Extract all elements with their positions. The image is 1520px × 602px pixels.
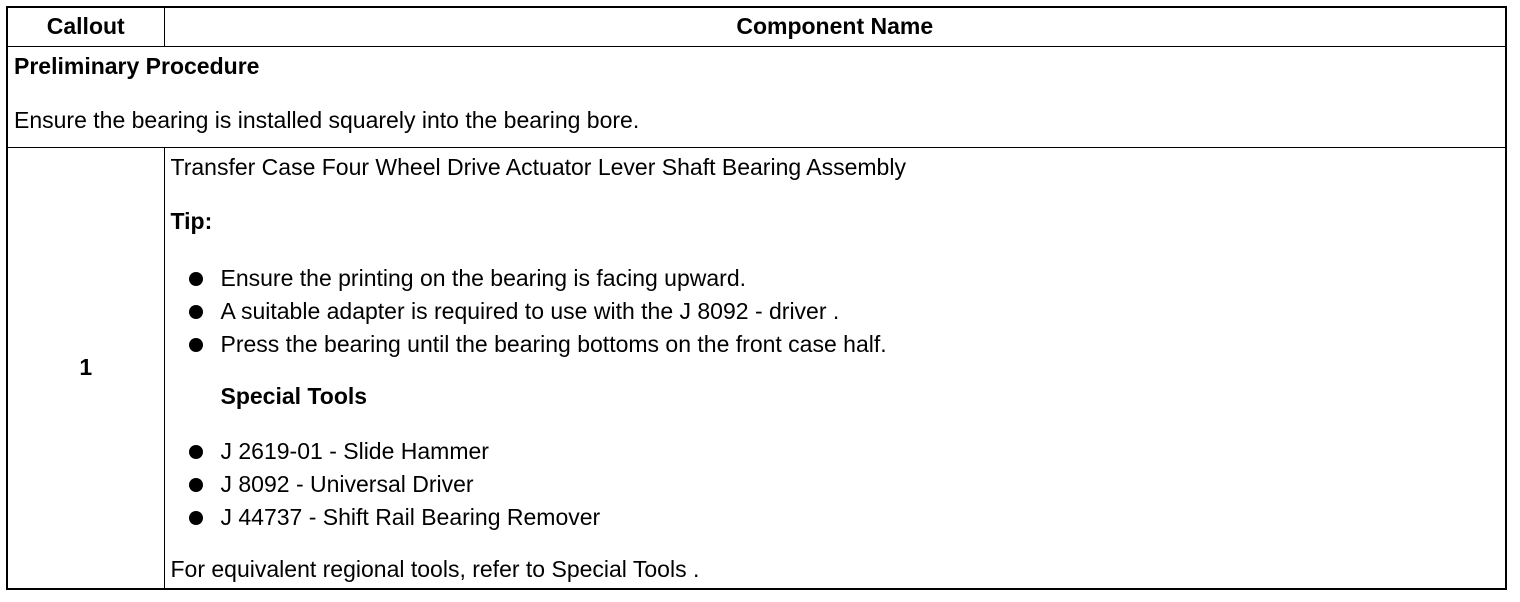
callout-value: 1 bbox=[79, 354, 93, 381]
table-row bbox=[7, 148, 1506, 590]
tools-list bbox=[171, 435, 1506, 534]
tip-text: A suitable adapter is required to use with the J 8092 - driver . bbox=[220, 298, 840, 324]
bullet-icon bbox=[189, 445, 203, 459]
bullet-icon bbox=[189, 478, 203, 492]
procedure-table bbox=[6, 6, 1507, 590]
tip-text: Ensure the printing on the bearing is facing upward. bbox=[220, 265, 746, 291]
bullet-icon bbox=[189, 338, 203, 352]
tip-label: Tip: bbox=[170, 208, 213, 234]
preliminary-cell bbox=[7, 47, 1506, 148]
preliminary-row bbox=[7, 47, 1506, 148]
tool-text: J 2619-01 - Slide Hammer bbox=[220, 438, 489, 464]
list-item bbox=[185, 435, 1506, 468]
bullet-icon bbox=[189, 272, 203, 286]
component-name-header: Component Name bbox=[164, 7, 1506, 47]
callout-number bbox=[7, 148, 164, 590]
tip-text: Press the bearing until the bearing bottoms on the front case half. bbox=[220, 331, 887, 357]
tool-text: J 44737 - Shift Rail Bearing Remover bbox=[220, 504, 601, 530]
component-cell bbox=[164, 148, 1506, 590]
preliminary-title: Preliminary Procedure bbox=[14, 53, 260, 79]
bullet-icon bbox=[189, 305, 203, 319]
tip-list bbox=[171, 262, 1506, 361]
regional-tools-note: For equivalent regional tools, refer to Special Tools . bbox=[170, 556, 700, 582]
list-item bbox=[185, 501, 1506, 534]
bullet-icon bbox=[189, 511, 203, 525]
component-name: Transfer Case Four Wheel Drive Actuator Lever Shaft Bearing Assembly bbox=[170, 154, 906, 180]
list-item bbox=[185, 262, 1506, 295]
preliminary-text: Ensure the bearing is installed squarely into the bearing bore. bbox=[14, 107, 640, 133]
list-item bbox=[185, 468, 1506, 501]
callout-header: Callout bbox=[7, 7, 164, 47]
list-item bbox=[185, 295, 1506, 328]
tool-text: J 8092 - Universal Driver bbox=[220, 471, 474, 497]
special-tools-label: Special Tools bbox=[220, 383, 368, 409]
list-item bbox=[185, 328, 1506, 361]
header-row bbox=[7, 7, 1506, 47]
